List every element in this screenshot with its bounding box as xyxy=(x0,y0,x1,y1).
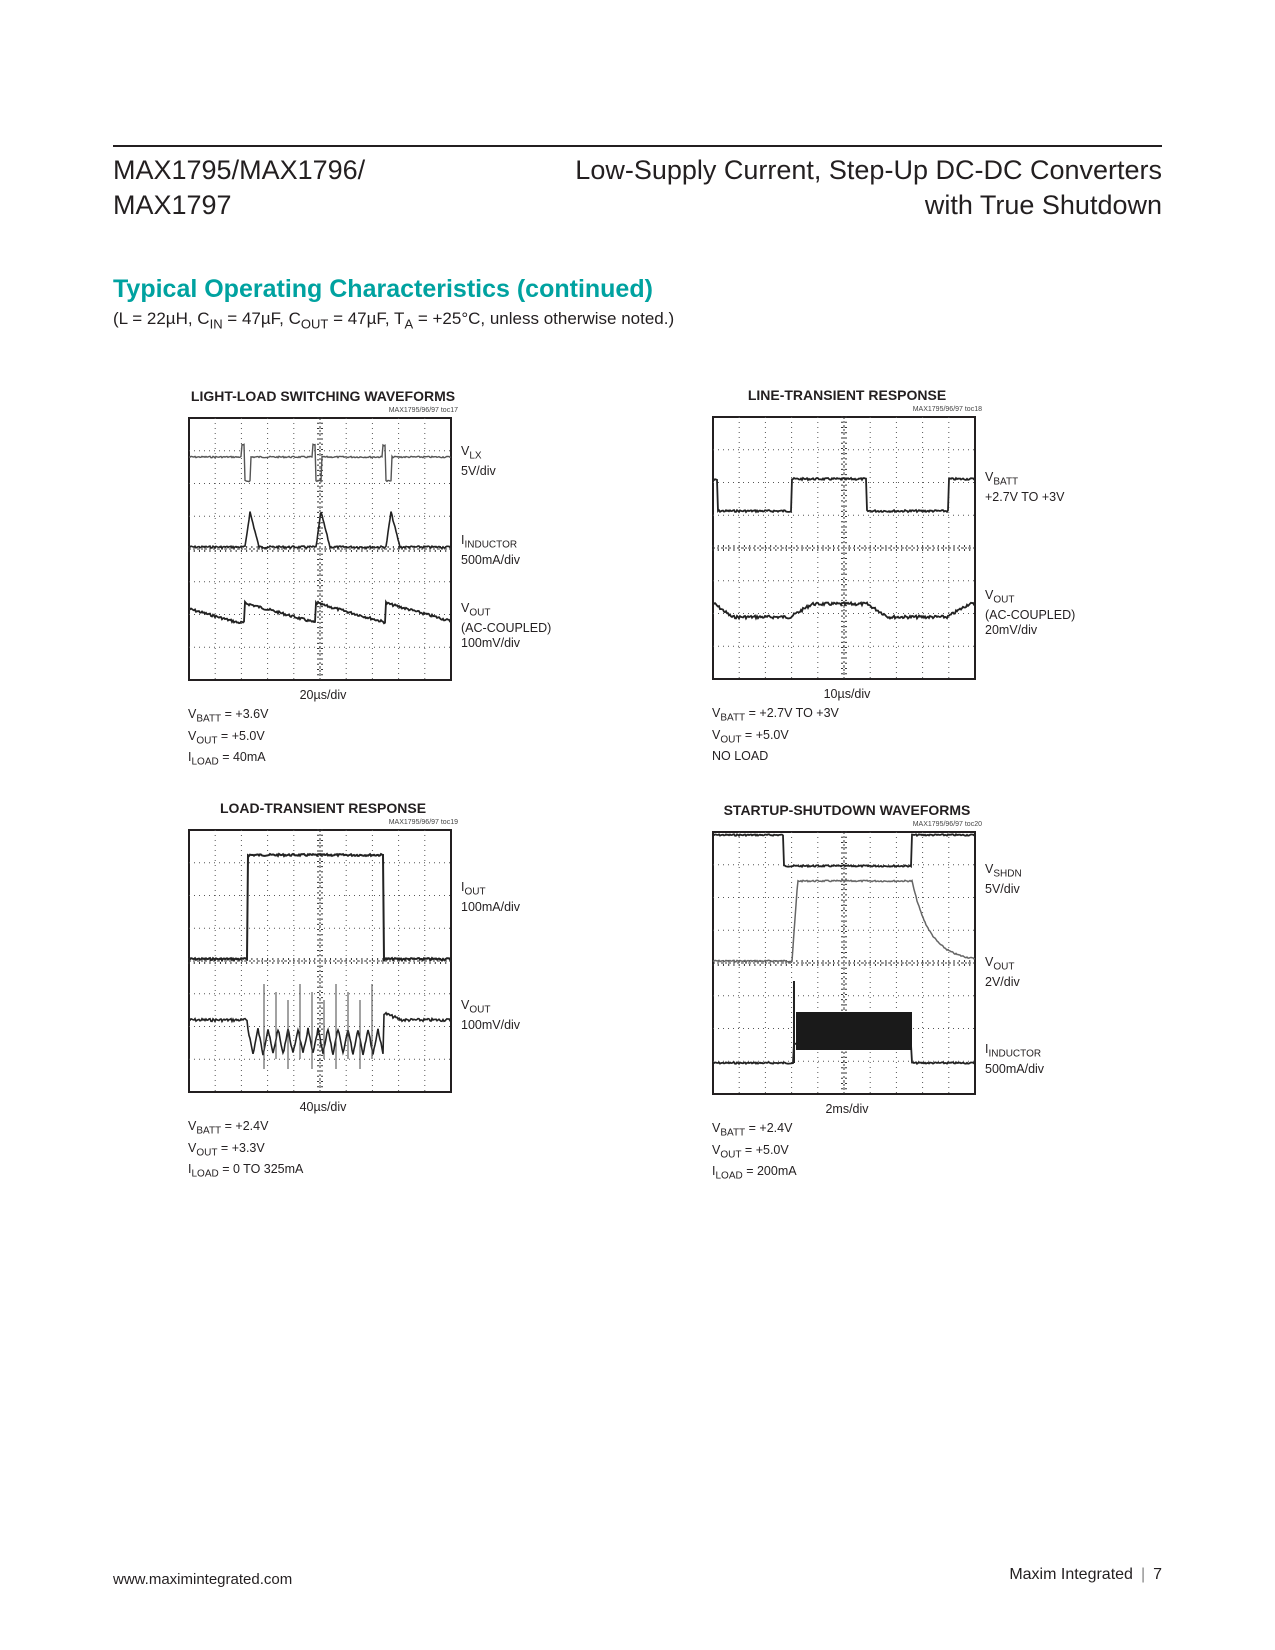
trace-label-vbatt: $V_{BATT}$ +2.7V TO +3V xyxy=(985,470,1065,504)
trace-label-iinductor: $I_{INDUCTOR}$ 500mA/div xyxy=(985,1042,1045,1076)
scope-title: LIGHT-LOAD SWITCHING WAVEFORMS xyxy=(190,388,456,404)
trace-label-vlx: $V_{LX}$ 5V/div xyxy=(461,444,496,478)
trace-label-vout: $V_{OUT}$ 100mV/div xyxy=(461,998,521,1032)
scope-title: LINE-TRANSIENT RESPONSE xyxy=(747,387,947,403)
trace-label-iinductor: $I_{INDUCTOR}$ 500mA/div xyxy=(461,533,521,567)
footer-url[interactable]: www.maximintegrated.com xyxy=(113,1571,293,1588)
figure-code: MAX1795/96/97 toc20 xyxy=(912,821,982,828)
oscilloscope-screen xyxy=(188,417,452,681)
trace-label-iout: $I_{OUT}$ 100mA/div xyxy=(461,880,521,914)
scope-notes: $V_{BATT} = +2.4V$ $V_{OUT} = +3.3V$ $I_{LOAD} = 0$ TO 325mA xyxy=(188,1119,304,1180)
oscilloscope-screen xyxy=(188,829,452,1093)
section-title: Typical Operating Characteristics (continued) xyxy=(113,275,653,303)
trace-label-vout: $V_{OUT}$ 2V/div xyxy=(985,955,1020,989)
page-number: 7 xyxy=(1153,1566,1162,1583)
trace-label-vout: $V_{OUT}$ (AC-COUPLED) 20mV/div xyxy=(985,588,1076,637)
header-rule xyxy=(113,145,1162,147)
figure-code: MAX1795/96/97 toc18 xyxy=(912,406,982,413)
footer-brand: Maxim Integrated | 7 xyxy=(1009,1566,1162,1583)
scope-notes: $V_{BATT} = +2.7V$ TO +3V $V_{OUT} = +5.0V$ NO LOAD xyxy=(712,706,839,763)
document-title: Low-Supply Current, Step-Up DC-DC Converters with True Shutdown xyxy=(575,155,1162,220)
trace-label-vout: $V_{OUT}$ (AC-COUPLED) 100mV/div xyxy=(461,601,552,650)
scope-title: LOAD-TRANSIENT RESPONSE xyxy=(219,800,427,816)
scope-notes: $V_{BATT} = +2.4V$ $V_{OUT} = +5.0V$ $I_{LOAD} = 200mA$ xyxy=(712,1121,797,1182)
timebase-label: 20µs/div xyxy=(299,688,347,702)
timebase-label: 10µs/div xyxy=(823,687,871,701)
scope-title: STARTUP-SHUTDOWN WAVEFORMS xyxy=(723,802,971,818)
oscilloscope-screen xyxy=(712,416,976,680)
figure-code: MAX1795/96/97 toc19 xyxy=(388,819,458,826)
scope-notes: $V_{BATT} = +3.6V$ $V_{OUT} = +5.0V$ $I_{LOAD} = 40mA$ xyxy=(188,707,269,768)
switching-burst xyxy=(796,1012,912,1050)
figure-code: MAX1795/96/97 toc17 xyxy=(388,407,458,414)
part-number: MAX1795/MAX1796/ MAX1797 xyxy=(113,155,366,220)
timebase-label: 2ms/div xyxy=(825,1102,869,1116)
oscilloscope-screen xyxy=(712,831,976,1095)
timebase-label: 40µs/div xyxy=(299,1100,347,1114)
test-conditions: (L = 22µH, $C_{IN} = 47\mu F$, $C_{OUT} = 47\mu F$, $T_A = +25^\circ C$, unless otherwise noted.) xyxy=(113,309,675,332)
trace-label-vshdn: $V_{SHDN}$ 5V/div xyxy=(985,862,1022,896)
